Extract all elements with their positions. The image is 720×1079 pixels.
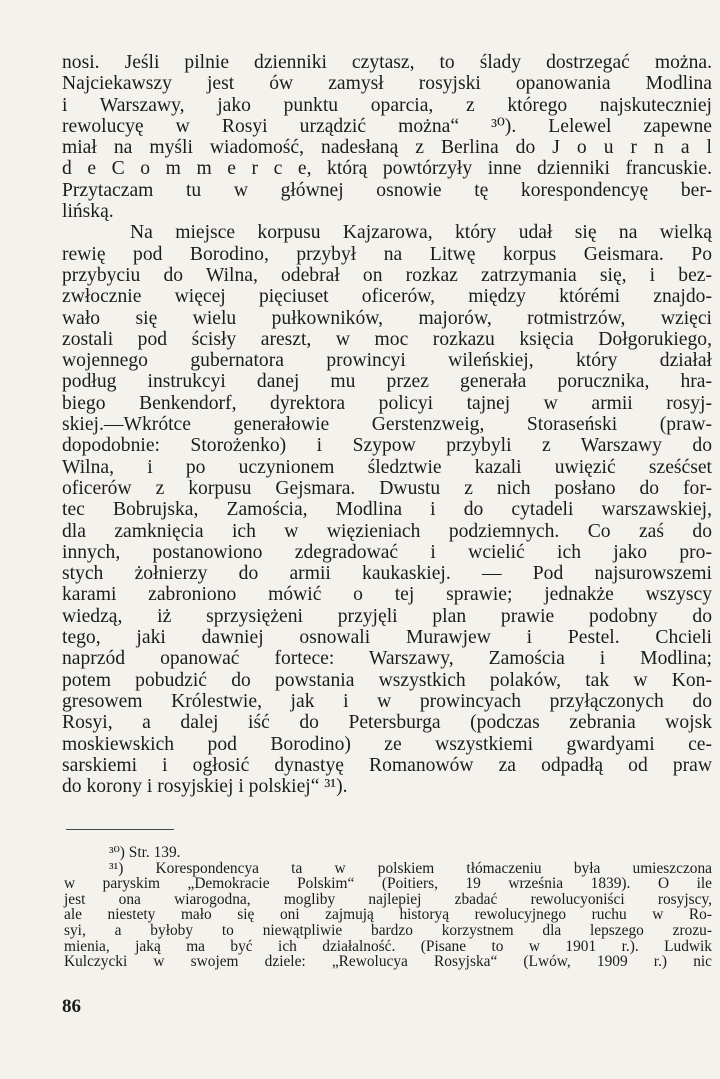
text-line: tego, jaki dawniej osnowali Murawjew i Pestel. Chcieli	[62, 627, 712, 649]
main-text	[62, 52, 712, 797]
text-line: wiedzą, iż sprzysiężeni przyjęli plan prawie podobny do	[62, 605, 712, 627]
paragraph-start-line: Na miejsce korpusu Kajzarowa, który udał się na wielką	[130, 222, 712, 244]
footnote-31: ³¹) Korespondencya ta w polskiem tłómaczeniu była umieszczona	[109, 859, 712, 877]
text-line: Najciekawszy jest ów zamysł rosyjski opanowania Modlina	[62, 73, 712, 95]
text-line: rewolucyę w Rosyi urządzić można“ ³⁰). Lelewel zapewne	[62, 115, 712, 137]
text-line: zostali pod ścisły areszt, w moc rozkazu księcia Dołgorukiego,	[62, 328, 712, 350]
text-line: tec Bobrujska, Zamościa, Modlina i do cytadeli warszawskiej,	[62, 499, 712, 521]
text-line: stych żołnierzy do armii kaukaskiej. — Pod najsurowszemi	[62, 563, 712, 585]
text-line: oficerów z korpusu Gejsmara. Dwustu z nich posłano do for-	[62, 477, 712, 499]
text-line: d e C o m m e r c e, którą powtórzyły inne dzienniki francuskie.	[62, 158, 712, 180]
text-line: dla zamknięcia ich w więzieniach podziemnych. Co zaś do	[62, 520, 712, 542]
text-line: Wilna, i po uczynionem śledztwie kazali uwięzić sześćset	[62, 456, 712, 478]
text-line: naprzód opanować fortece: Warszawy, Zamościa i Modlina;	[62, 648, 712, 670]
footnote-line: syi, a byłoby to niewątpliwie bardzo korzystnem dla lepszego zrozu-	[64, 921, 712, 939]
footnote-30: ³⁰) Str. 139.	[109, 844, 181, 861]
footnote-line: mienia, jaką ma być ich działalność. (Pisane to w 1901 r.). Ludwik	[64, 937, 712, 955]
text-line: potem pobudzić do powstania wszystkich polaków, tak w Kon-	[62, 669, 712, 691]
text-line: wało się wielu pułkowników, majorów, rotmistrzów, wzięci	[62, 307, 712, 329]
text-line: Rosyi, a dalej iść do Petersburga (podczas zebrania wojsk	[62, 712, 712, 734]
text-line: dopodobnie: Storożenko) i Szypow przybyli z Warszawy do	[62, 435, 712, 457]
text-line: biego Benkendorf, dyrektora policyi tajnej w armii rosyj-	[62, 392, 712, 414]
text-line: Przytaczam tu w głównej osnowie tę korespondencyę ber-	[62, 179, 712, 201]
text-line: moskiewskich pod Borodino) ze wszystkiemi gwardyami ce-	[62, 733, 712, 755]
footnote-line: w paryskim „Demokracie Polskim“ (Poitiers, 19 września 1839). O ile	[64, 875, 712, 893]
text-line: zwłocznie więcej pięciuset oficerów, między którémi znajdo-	[62, 286, 712, 308]
footnote-line: Kulczycki w swojem dziele: „Rewolucya Rosyjska“ (Lwów, 1909 r.) nic	[64, 953, 712, 971]
text-line: podług instrukcyi danej mu przez generała porucznika, hra-	[62, 371, 712, 393]
text-line: miał na myśli wiadomość, nadesłaną z Berlina do J o u r n a l	[62, 137, 712, 159]
text-line: przybyciu do Wilna, odebrał on rozkaz zatrzymania się, i bez-	[62, 264, 712, 286]
text-line: innych, postanowiono zdegradować i wcielić ich jako pro-	[62, 541, 712, 563]
text-line: skiej.—Wkrótce generałowie Gerstenzweig, Storaseński (praw-	[62, 414, 712, 436]
text-line: gresowem Królestwie, jak i w prowincyach przyłączonych do	[62, 690, 712, 712]
text-line: lińską.	[62, 201, 114, 223]
footnote-line: jest ona wiarogodna, mogliby najlepiej zbadać rewolucyoniści rosyjscy,	[64, 890, 712, 908]
text-line: wojennego gubernatora prowincyi wileńskiej, który działał	[62, 350, 712, 372]
text-line: nosi. Jeśli pilnie dzienniki czytasz, to ślady dostrzegać można.	[62, 52, 712, 73]
footnote-divider	[66, 829, 174, 830]
text-line: rewię pod Borodino, przybył na Litwę korpus Geismara. Po	[62, 243, 712, 265]
text-line: karami zabroniono mówić o tej sprawie; jednakże wszyscy	[62, 584, 712, 606]
footnote-line: ale niestety mało się oni zajmują historyą rewolucyjnego ruchu w Ro-	[64, 906, 712, 924]
text-line: i Warszawy, jako punktu oparcia, z którego najskuteczniej	[62, 94, 712, 116]
text-line: do korony i rosyjskiej i polskiej“ ³¹).	[62, 776, 348, 798]
page-number: 86	[62, 996, 81, 1017]
footnotes	[64, 845, 712, 970]
text-line: sarskiemi i ogłosić dynastyę Romanowów za odpadłą od praw	[62, 754, 712, 776]
